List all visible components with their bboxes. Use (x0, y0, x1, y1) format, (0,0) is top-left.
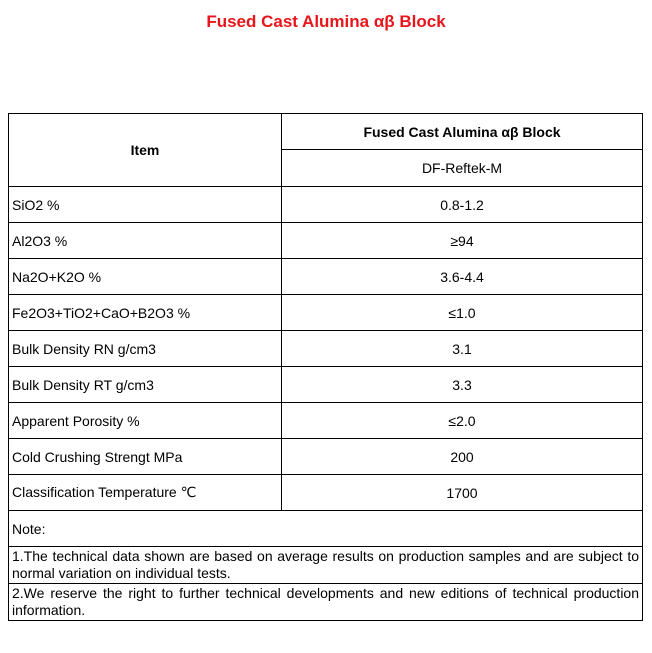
row-label: Al2O3 % (9, 223, 282, 259)
note-row (9, 547, 643, 584)
table-row (9, 295, 643, 331)
table-row (9, 259, 643, 295)
table-row (9, 331, 643, 367)
note-label: Note: (9, 511, 643, 547)
table-row (9, 187, 643, 223)
note-2: 2.We reserve the right to further technical developments and new editions of technical production information. (9, 584, 643, 621)
row-label: Fe2O3+TiO2+CaO+B2O3 % (9, 295, 282, 331)
row-value: ≤2.0 (282, 403, 643, 439)
table-row (9, 223, 643, 259)
table-row (9, 403, 643, 439)
header-grade: DF-Reftek-M (282, 150, 643, 187)
row-value: 0.8-1.2 (282, 187, 643, 223)
row-value: ≤1.0 (282, 295, 643, 331)
row-label: Bulk Density RT g/cm3 (9, 367, 282, 403)
row-label: Classification Temperature ℃ (9, 475, 282, 511)
row-value: 1700 (282, 475, 643, 511)
row-label: Cold Crushing Strengt MPa (9, 439, 282, 475)
row-value: 3.6-4.4 (282, 259, 643, 295)
row-label: Apparent Porosity % (9, 403, 282, 439)
note-row (9, 584, 643, 621)
row-label: SiO2 % (9, 187, 282, 223)
row-value: 3.3 (282, 367, 643, 403)
header-product: Fused Cast Alumina αβ Block (282, 114, 643, 150)
spec-table (8, 113, 643, 621)
row-label: Na2O+K2O % (9, 259, 282, 295)
document-title: Fused Cast Alumina αβ Block (206, 12, 446, 31)
row-value: ≥94 (282, 223, 643, 259)
note-header-row (9, 511, 643, 547)
table-row (9, 367, 643, 403)
note-1: 1.The technical data shown are based on average results on production samples and are subject to normal variation on individual tests. (9, 547, 643, 584)
table-row (9, 439, 643, 475)
row-value: 200 (282, 439, 643, 475)
table-row (9, 475, 643, 511)
header-item: Item (9, 114, 282, 187)
row-label: Bulk Density RN g/cm3 (9, 331, 282, 367)
row-value: 3.1 (282, 331, 643, 367)
